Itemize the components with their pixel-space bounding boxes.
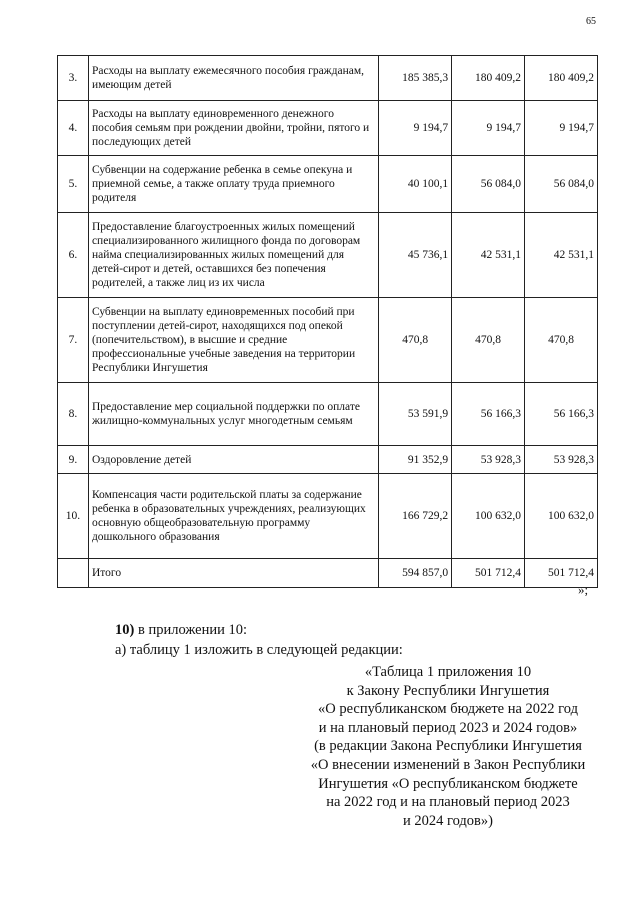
row-name: Расходы на выплату ежемесячного пособия гражданам, имеющим детей	[88, 56, 378, 101]
row-name: Оздоровление детей	[88, 446, 378, 474]
row-value-2024: 470,8	[525, 298, 598, 383]
row-name: Предоставление мер социальной поддержки по оплате жилищно-коммунальных услуг многодетным семьям	[88, 383, 378, 446]
row-number: 3.	[58, 56, 89, 101]
point-number: 10)	[115, 622, 135, 638]
table-row	[58, 156, 598, 213]
row-value-2023: 100 632,0	[452, 474, 525, 559]
row-value-2023: 9 194,7	[452, 101, 525, 156]
row-name: Субвенции на выплату единовременных пособий при поступлении детей-сирот, находящихся под опекой (попечительством), в высшие и средние профессиональные учебные заведения на территории Республики Ингушетия	[88, 298, 378, 383]
row-value-2023: 180 409,2	[452, 56, 525, 101]
table-row	[58, 383, 598, 446]
row-name: Предоставление благоустроенных жилых помещений специализированного жилищного фонда по договорам найма специализированных жилых помещений для детей-сирот и детей, оставшихся без попечения родителей, а также лиц из их числа	[88, 213, 378, 298]
row-number: 10.	[58, 474, 89, 559]
total-row	[58, 559, 598, 588]
row-name: Компенсация части родительской платы за содержание ребенка в образовательных учреждениях, реализующих основную общеобразовательную программу дошкольного образования	[88, 474, 378, 559]
amendment-text	[115, 620, 403, 660]
table-row	[58, 56, 598, 101]
total-value-2024: 501 712,4	[525, 559, 598, 588]
row-value-2022: 53 591,9	[379, 383, 452, 446]
table-row	[58, 213, 598, 298]
amendment-point	[115, 620, 403, 640]
row-value-2023: 42 531,1	[452, 213, 525, 298]
row-number: 7.	[58, 298, 89, 383]
total-label: Итого	[88, 559, 378, 588]
row-value-2023: 470,8	[452, 298, 525, 383]
row-value-2022: 185 385,3	[379, 56, 452, 101]
row-value-2023: 56 084,0	[452, 156, 525, 213]
budget-table	[57, 55, 598, 588]
total-value-2023: 501 712,4	[452, 559, 525, 588]
row-value-2022: 40 100,1	[379, 156, 452, 213]
caption-line: и на плановый период 2023 и 2024 годов»	[318, 719, 578, 736]
closing-mark: »;	[578, 582, 589, 597]
row-value-2024: 56 084,0	[525, 156, 598, 213]
caption-line: на 2022 год и на плановый период 2023	[326, 794, 570, 811]
caption-line: «Таблица 1 приложения 10	[364, 664, 532, 680]
row-value-2024: 53 928,3	[525, 446, 598, 474]
caption-line: «О республиканском бюджете на 2022 год	[318, 701, 578, 718]
point-text: в приложении 10:	[134, 622, 248, 638]
table-row	[58, 101, 598, 156]
row-name: Субвенции на содержание ребенка в семье опекуна и приемной семье, а также оплату труда приемного родителя	[88, 156, 378, 213]
caption-line: и 2024 годов»)	[403, 812, 493, 829]
row-number: 8.	[58, 383, 89, 446]
table-row	[58, 474, 598, 559]
amendment-subpoint: а) таблицу 1 изложить в следующей редакции:	[115, 642, 403, 658]
row-value-2022: 166 729,2	[379, 474, 452, 559]
row-number: 5.	[58, 156, 89, 213]
row-number: 9.	[58, 446, 89, 474]
caption-line: Ингушетия «О республиканском бюджете	[318, 775, 578, 792]
row-value-2024: 56 166,3	[525, 383, 598, 446]
row-number: 6.	[58, 213, 89, 298]
row-value-2024: 42 531,1	[525, 213, 598, 298]
row-value-2024: 180 409,2	[525, 56, 598, 101]
row-value-2023: 53 928,3	[452, 446, 525, 474]
row-value-2024: 9 194,7	[525, 101, 598, 156]
row-value-2022: 91 352,9	[379, 446, 452, 474]
total-blank-cell	[58, 559, 89, 588]
caption-line: «О внесении изменений в Закон Республики	[310, 756, 586, 773]
row-number: 4.	[58, 101, 89, 156]
row-name: Расходы на выплату единовременного денежного пособия семьям при рождении двойни, тройни, пятого и последующих детей	[88, 101, 378, 156]
total-value-2022: 594 857,0	[379, 559, 452, 588]
caption-line: (в редакции Закона Республики Ингушетия	[314, 738, 582, 755]
row-value-2022: 470,8	[379, 298, 452, 383]
table-row	[58, 298, 598, 383]
caption-line: к Закону Республики Ингушетия	[346, 682, 550, 699]
table-caption	[300, 663, 596, 830]
row-value-2022: 45 736,1	[379, 213, 452, 298]
row-value-2023: 56 166,3	[452, 383, 525, 446]
row-value-2024: 100 632,0	[525, 474, 598, 559]
table-row	[58, 446, 598, 474]
page-number: 65	[586, 16, 596, 27]
row-value-2022: 9 194,7	[379, 101, 452, 156]
